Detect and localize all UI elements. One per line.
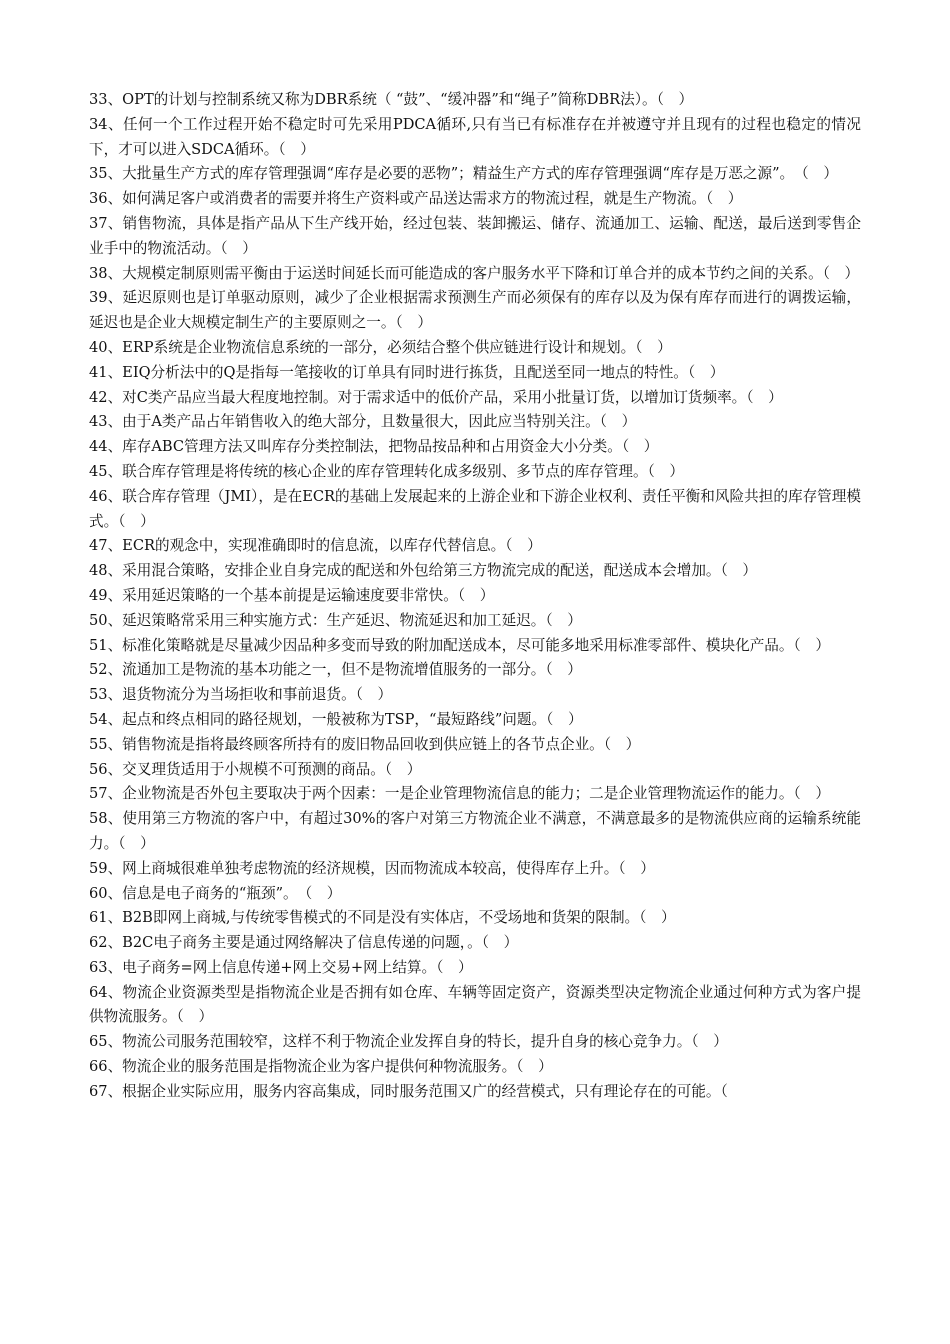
question-35: 35、大批量生产方式的库存管理强调“库存是必要的恶物”；精益生产方式的库存管理强调“库存是万恶之源”。 （ ） [89, 165, 838, 183]
question-34: 34、任何一个工作过程开始不稳定时可先采用PDCA循环,只有当已有标准存在并被遵守并且现有的过程也稳定的情况下，才可以进入SDCA循环。（ ） [89, 115, 861, 158]
question-39: 39、延迟原则也是订单驱动原则，减少了企业根据需求预测生产而必须保有的库存以及为保有库存而进行的调拨运输，延迟也是企业大规模定制生产的主要原则之一。（ ） [89, 289, 861, 332]
question-52: 52、流通加工是物流的基本功能之一，但不是物流增值服务的一部分。（ ） [89, 661, 582, 679]
question-36: 36、如何满足客户或消费者的需要并将生产资料或产品送达需求方的物流过程，就是生产物流。（ ） [89, 190, 743, 208]
question-38: 38、大规模定制原则需平衡由于运送时间延长而可能造成的客户服务水平下降和订单合并的成本节约之间的关系。（ ） [89, 264, 860, 282]
question-40: 40、ERP系统是企业物流信息系统的一部分，必须结合整个供应链进行设计和规划。（ ） [89, 338, 672, 356]
question-list [89, 88, 861, 1105]
question-42: 42、对C类产品应当最大程度地控制。对于需求适中的低价产品，采用小批量订货，以增加订货频率。（ ） [89, 388, 783, 406]
question-53: 53、退货物流分为当场拒收和事前退货。（ ） [89, 686, 393, 704]
question-63: 63、电子商务=网上信息传递+网上交易+网上结算。（ ） [89, 958, 473, 976]
question-54: 54、起点和终点相同的路径规划，一般被称为TSP，“最短路线”问题。（ ） [89, 710, 583, 728]
question-65: 65、物流公司服务范围较窄，这样不利于物流企业发挥自身的特长，提升自身的核心竞争力。（ ） [89, 1033, 728, 1051]
question-47: 47、ECR的观念中，实现准确即时的信息流，以库存代替信息。（ ） [89, 537, 542, 555]
question-37: 37、销售物流，具体是指产品从下生产线开始，经过包装、装卸搬运、储存、流通加工、运输、配送，最后送到零售企业手中的物流活动。（ ） [89, 214, 861, 257]
question-50: 50、延迟策略常采用三种实施方式：生产延迟、物流延迟和加工延迟。（ ） [89, 611, 582, 629]
question-59: 59、网上商城很难单独考虑物流的经济规模，因而物流成本较高，使得库存上升。（ ） [89, 859, 655, 877]
question-46: 46、联合库存管理（JMI），是在ECR的基础上发展起来的上游企业和下游企业权利、责任平衡和风险共担的库存管理模式。（ ） [89, 487, 861, 530]
question-48: 48、采用混合策略，安排企业自身完成的配送和外包给第三方物流完成的配送，配送成本会增加。（ ） [89, 562, 757, 580]
question-66: 66、物流企业的服务范围是指物流企业为客户提供何种物流服务。（ ） [89, 1058, 553, 1076]
question-61: 61、B2B即网上商城,与传统零售模式的不同是没有实体店，不受场地和货架的限制。（ ） [89, 909, 676, 927]
question-60: 60、信息是电子商务的“瓶颈”。 （ ） [89, 884, 342, 902]
question-33: 33、OPT的计划与控制系统又称为DBR系统（ “鼓”、“缓冲器”和“绳子”简称DBR法）。（ ） [89, 91, 694, 108]
question-43: 43、由于A类产品占年销售收入的绝大部分，且数量很大，因此应当特别关注。（ ） [89, 413, 637, 431]
question-49: 49、采用延迟策略的一个基本前提是运输速度要非常快。（ ） [89, 586, 495, 604]
question-55: 55、销售物流是指将最终顾客所持有的废旧物品回收到供应链上的各节点企业。（ ） [89, 735, 641, 753]
question-45: 45、联合库存管理是将传统的核心企业的库存管理转化成多级别、多节点的库存管理。（ ） [89, 462, 685, 480]
question-58: 58、使用第三方物流的客户中，有超过30%的客户对第三方物流企业不满意，不满意最多的是物流供应商的运输系统能力。（ ） [89, 810, 861, 852]
question-67: 67、根据企业实际应用，服务内容高集成，同时服务范围又广的经营模式，只有理论存在的可能。（ [89, 1082, 728, 1100]
question-62: 62、B2C电子商务主要是通过网络解决了信息传递的问题，。（ ） [89, 934, 519, 952]
question-64: 64、物流企业资源类型是指物流企业是否拥有如仓库、车辆等固定资产，资源类型决定物流企业通过何种方式为客户提供物流服务。（ ） [89, 983, 861, 1026]
question-56: 56、交叉理货适用于小规模不可预测的商品。（ ） [89, 760, 422, 778]
question-44: 44、库存ABC管理方法又叫库存分类控制法，把物品按品种和占用资金大小分类。（ ） [89, 438, 659, 456]
question-51: 51、标准化策略就是尽量减少因品种多变而导致的附加配送成本，尽可能多地采用标准零部件、模块化产品。（ ） [89, 636, 830, 654]
question-41: 41、EIQ分析法中的Q是指每一笔接收的订单具有同时进行拣货，且配送至同一地点的特性。（ ） [89, 363, 725, 381]
question-57: 57、企业物流是否外包主要取决于两个因素：一是企业管理物流信息的能力；二是企业管理物流运作的能力。（ ） [89, 785, 830, 803]
